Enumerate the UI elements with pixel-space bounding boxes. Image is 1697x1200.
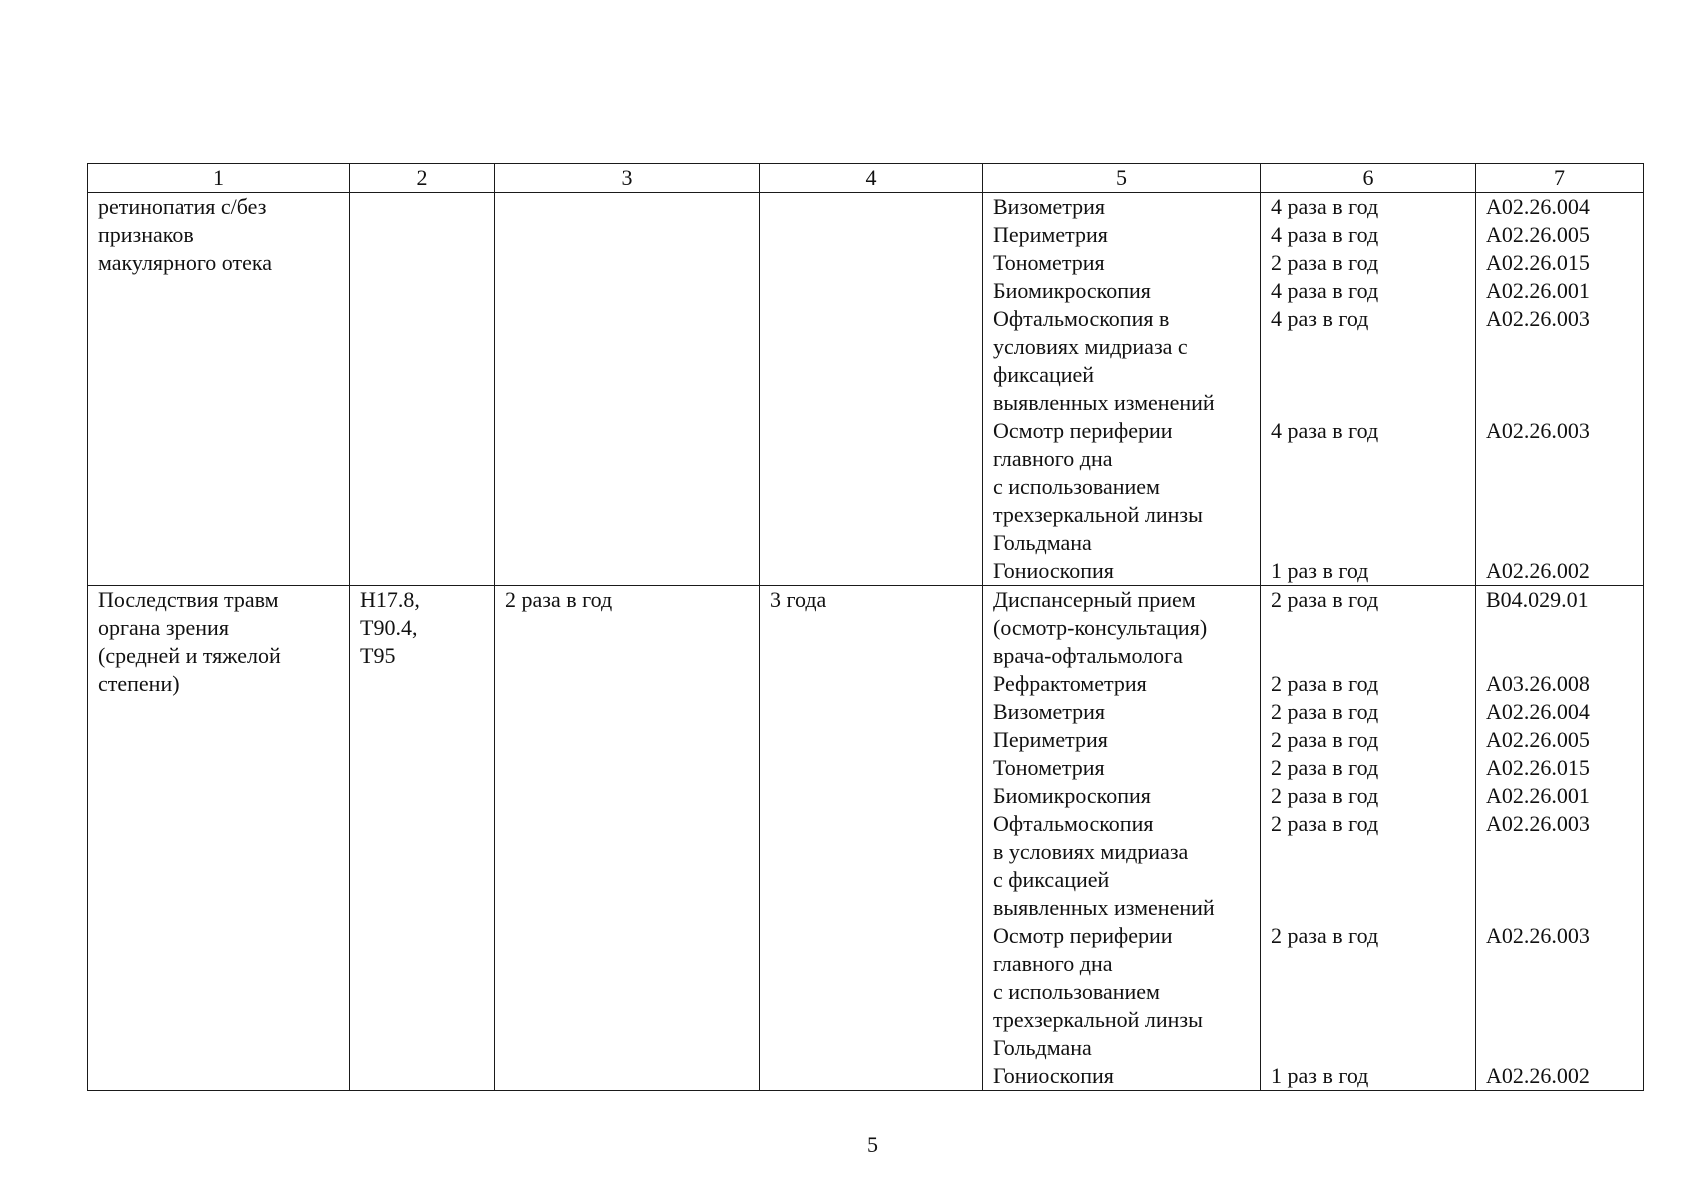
spacer [1271,529,1465,557]
spacer [1486,529,1633,557]
disease-cell [88,193,350,586]
procedure-name: Диспансерный прием [993,587,1196,612]
disease-line: (средней и тяжелой [98,643,281,668]
service-code: A03.26.008 [1486,671,1590,696]
procedure-frequency-cell [1261,586,1476,1091]
spacer [1271,501,1465,529]
exam-frequency: 2 раза в год [505,587,613,612]
procedure-frequency: 1 раз в год [1271,558,1369,583]
procedure-frequency: 4 раза в год [1271,222,1379,247]
procedure-frequency: 2 раза в год [1271,783,1379,808]
spacer [1271,1006,1465,1034]
page-number: 5 [867,1132,878,1157]
dispensary-table [87,163,1644,1091]
procedure-frequency: 2 раза в год [1271,671,1379,696]
column-number: 6 [1261,164,1476,193]
service-code: A02.26.002 [1486,1063,1590,1088]
procedure-frequency: 1 раз в год [1271,1063,1369,1088]
icd-codes-cell [350,193,495,586]
procedure-name: условиях мидриаза с [993,334,1188,359]
column-number: 7 [1476,164,1644,193]
service-code-cell [1476,193,1644,586]
procedure-name: Визометрия [993,699,1106,724]
spacer [1271,950,1465,978]
column-number: 4 [760,164,983,193]
procedure-name: с использованием [993,474,1160,499]
procedure-name: Периметрия [993,727,1108,752]
service-code: A02.26.004 [1486,194,1590,219]
service-code: A02.26.004 [1486,699,1590,724]
procedure-frequency: 2 раза в год [1271,727,1379,752]
procedure-name: с фиксацией [993,867,1110,892]
procedure-frequency: 2 раза в год [1271,250,1379,275]
procedure-name: трехзеркальной линзы [993,502,1203,527]
procedure-name: трехзеркальной линзы [993,1007,1203,1032]
service-code: A02.26.015 [1486,250,1590,275]
spacer [1271,838,1465,866]
disease-line: степени) [98,671,180,696]
disease-line: признаков [98,222,194,247]
spacer [1271,333,1465,361]
disease-line: ретинопатия с/без [98,194,267,219]
spacer [1486,894,1633,922]
procedure-name: Офтальмоскопия [993,811,1154,836]
procedure-name: Гольдмана [993,1035,1092,1060]
procedure-frequency-cell [1261,193,1476,586]
spacer [1271,389,1465,417]
disease-line: Последствия травм [98,587,279,612]
icd-code: T90.4, [360,615,418,640]
service-code: A02.26.003 [1486,306,1590,331]
spacer [1486,361,1633,389]
procedure-name: (осмотр-консультация) [993,615,1208,640]
spacer [1486,1006,1633,1034]
disease-line: органа зрения [98,615,229,640]
service-code-cell [1476,586,1644,1091]
spacer [1486,950,1633,978]
procedure-frequency: 2 раза в год [1271,811,1379,836]
procedure-name: Гольдмана [993,530,1092,555]
procedure-name: Тонометрия [993,250,1105,275]
procedure-name: главного дна [993,951,1113,976]
spacer [1486,445,1633,473]
procedure-frequency: 2 раза в год [1271,755,1379,780]
spacer [1486,473,1633,501]
procedure-name: выявленных изменений [993,895,1215,920]
procedure-name: Офтальмоскопия в [993,306,1170,331]
spacer [1486,333,1633,361]
table-row [88,193,1644,586]
service-code: A02.26.001 [1486,278,1590,303]
spacer [1486,389,1633,417]
spacer [1271,473,1465,501]
procedure-cell [983,193,1261,586]
service-code: A02.26.003 [1486,811,1590,836]
service-code: A02.26.002 [1486,558,1590,583]
procedure-frequency: 2 раза в год [1271,587,1379,612]
procedure-name: Рефрактометрия [993,671,1147,696]
icd-code: H17.8, [360,587,420,612]
spacer [1486,1034,1633,1062]
procedure-name: Периметрия [993,222,1108,247]
service-code: A02.26.003 [1486,418,1590,443]
procedure-name: Гониоскопия [993,558,1114,583]
column-number: 1 [88,164,350,193]
spacer [1486,978,1633,1006]
spacer [1486,614,1633,642]
procedure-frequency: 4 раза в год [1271,418,1379,443]
procedure-frequency: 2 раза в год [1271,923,1379,948]
table-row [88,586,1644,1091]
procedure-name: Биомикроскопия [993,278,1151,303]
spacer [1271,614,1465,642]
exam-frequency-cell [495,193,760,586]
spacer [1486,501,1633,529]
procedure-frequency: 4 раз в год [1271,306,1369,331]
spacer [1486,866,1633,894]
observation-duration: 3 года [770,587,827,612]
spacer [1271,361,1465,389]
procedure-cell [983,586,1261,1091]
procedure-name: Тонометрия [993,755,1105,780]
spacer [1271,1034,1465,1062]
service-code: A02.26.003 [1486,923,1590,948]
spacer [1271,866,1465,894]
procedure-name: Гониоскопия [993,1063,1114,1088]
procedure-name: фиксацией [993,362,1095,387]
procedure-name: с использованием [993,979,1160,1004]
spacer [1271,445,1465,473]
spacer [1486,642,1633,670]
column-number: 3 [495,164,760,193]
procedure-name: в условиях мидриаза [993,839,1189,864]
disease-line: макулярного отека [98,250,273,275]
column-number: 5 [983,164,1261,193]
disease-cell [88,586,350,1091]
service-code: A02.26.005 [1486,222,1590,247]
observation-duration-cell [760,586,983,1091]
procedure-frequency: 4 раза в год [1271,194,1379,219]
column-number-row [88,164,1644,193]
procedure-frequency: 4 раза в год [1271,278,1379,303]
icd-codes-cell [350,586,495,1091]
procedure-name: главного дна [993,446,1113,471]
service-code: A02.26.001 [1486,783,1590,808]
procedure-name: Осмотр периферии [993,923,1173,948]
observation-duration-cell [760,193,983,586]
service-code: A02.26.015 [1486,755,1590,780]
procedure-name: Визометрия [993,194,1106,219]
icd-code: T95 [360,643,396,668]
procedure-name: Осмотр периферии [993,418,1173,443]
spacer [1271,978,1465,1006]
column-number: 2 [350,164,495,193]
exam-frequency-cell [495,586,760,1091]
procedure-frequency: 2 раза в год [1271,699,1379,724]
service-code: B04.029.01 [1486,587,1589,612]
procedure-name: выявленных изменений [993,390,1215,415]
table-body [88,164,1644,1091]
service-code: A02.26.005 [1486,727,1590,752]
spacer [1271,894,1465,922]
procedure-name: Биомикроскопия [993,783,1151,808]
spacer [1486,838,1633,866]
spacer [1271,642,1465,670]
procedure-name: врача-офтальмолога [993,643,1183,668]
